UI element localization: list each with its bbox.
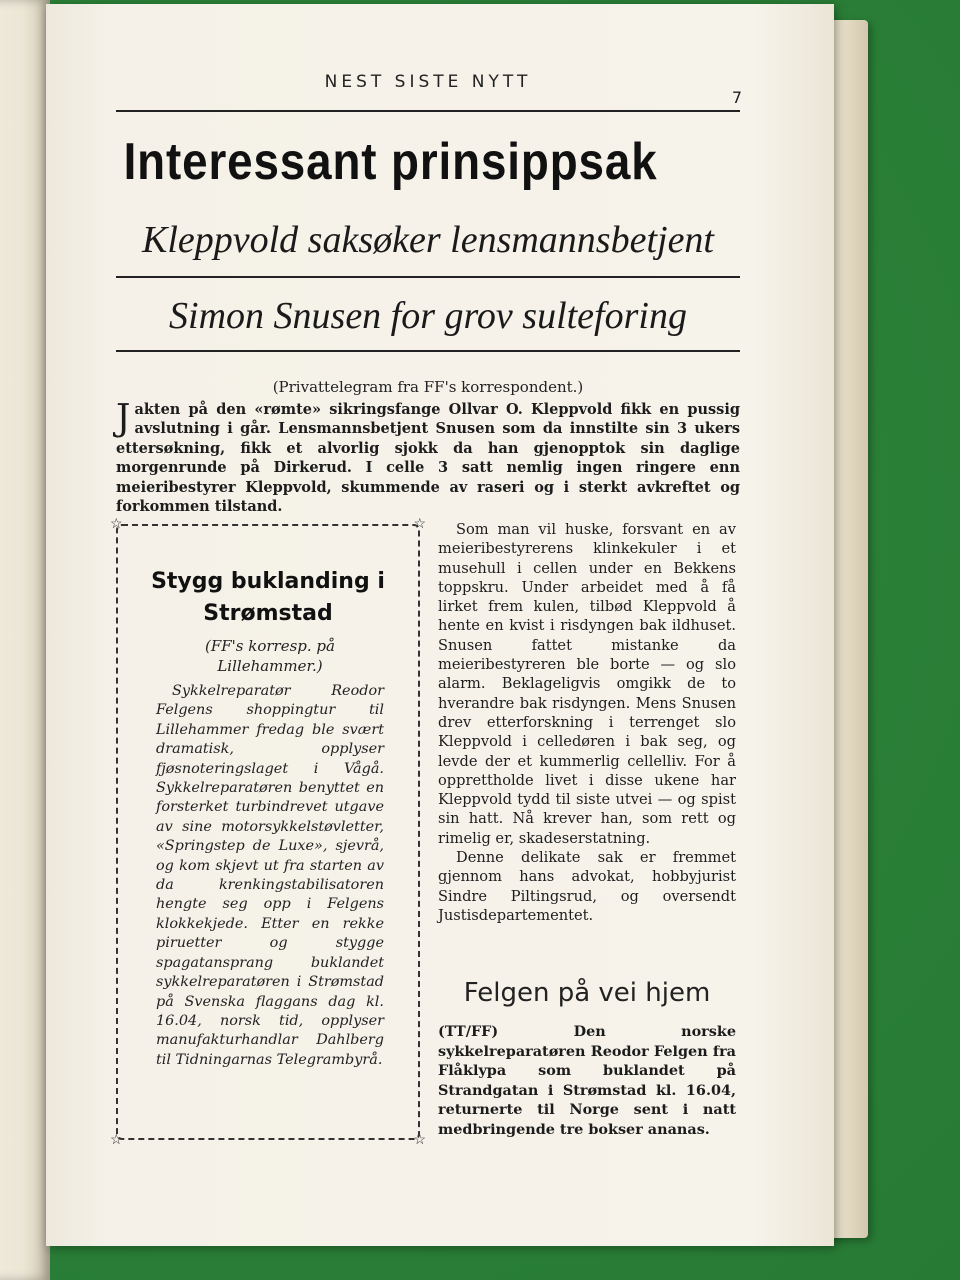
article-paragraph: Denne delikate sak er fremmet gjennom hans advokat, hobbyjurist Sindre Piltingsrud, og oversendt Justisdepartementet.: [438, 849, 736, 924]
running-header: [116, 70, 740, 112]
lede-text: akten på den «rømte» sikringsfange Ollvar O. Kleppvold fikk en pussig avslutning i går. Lensmannsbetjent Snusen som da innstilte sin 3 ukers ettersøkning, fikk et alvorlig sjokk da han gjenopptok sin daglige morgenrunde på Dirkerud. I celle 3 satt nemlig ingen ringere enn meieribestyrer Kleppvold, skummende av raseri og i sterkt avkreftet og forkommen tilstand.: [116, 401, 740, 516]
divider-rule: [116, 350, 740, 352]
article-subhead-2: Simon Snusen for grov sulteforing: [169, 295, 687, 337]
box-byline: (FF's korresp. på Lillehammer.): [205, 637, 335, 675]
facing-page-edge: [0, 0, 50, 1280]
divider-rule: [116, 276, 740, 278]
box-body: Sykkelreparatør Reodor Felgens shoppingtur til Lillehammer fredag ble svært dramatisk, opplyser fjøsnoteringslaget i Vågå. Sykkelreparatøren benyttet en forsterket turbindrevet utgave av sine motorsykkelstøvletter, «Springstep de Luxe», sjevrå, og kom skjevt ut fra starten av da krenkingstabilisatoren hengte seg opp i Felgens klokkekjede. Etter en rekke piruetter og stygge spagatansprang buklandet sykkelreparatøren i Strømstad på Svenska flaggans dag kl. 16.04, norsk tid, opplyser manufakturhandlar Dahlberg til Tidningarnas Telegrambyrå.: [156, 683, 384, 1068]
article-body-column: [438, 520, 736, 925]
drop-cap: J: [116, 398, 131, 439]
short-item-title: Felgen på vei hjem: [463, 978, 711, 1008]
article-lede: [116, 400, 740, 516]
sidebar-box: [110, 516, 426, 1148]
article-dateline: (Privattelegram fra FF's korrespondent.): [272, 378, 584, 396]
page-number: 7: [731, 88, 742, 107]
book-page: [46, 4, 834, 1246]
short-item-body: (TT/FF) Den norske sykkelreparatøren Reodor Felgen fra Flåklypa som buklandet på Strandgatan i Strømstad kl. 16.04, returnerte til Norge sent i natt medbringende tre bokser ananas.: [438, 1023, 736, 1138]
star-ornament-icon: ☆: [110, 516, 123, 532]
article-headline: Interessant prinsippsak: [123, 133, 658, 191]
star-ornament-icon: ☆: [110, 1132, 123, 1148]
header-title: NEST SISTE NYTT: [324, 72, 532, 92]
star-ornament-icon: ☆: [413, 1132, 426, 1148]
article-subhead-1: Kleppvold saksøker lensmannsbetjent: [141, 219, 714, 261]
article-paragraph: Som man vil huske, forsvant en av meieribestyrerens klinkekuler i et musehull i cellen under en Bekkens toppskru. Under arbeidet med å få lirket frem kulen, tilbød Kleppvold å hente en kvist i risdyngen bak ildhuset. Snusen fattet mistanke da meieribestyreren ble borte — og slo alarm. Beklageligvis omgikk de to hverandre bak risdyngen. Mens Snusen drev etterforskning i terrenget slo Kleppvold i celledøren i bak seg, og levde der et kummerlig cellelliv. For å opprettholde livet i disse ukene har Kleppvold tydd til siste utvei — og spist sin hatt. Nå krever han, som rett og rimelig er, skadeserstatning.: [438, 521, 736, 847]
star-ornament-icon: ☆: [413, 516, 426, 532]
box-title: Stygg buklanding i Strømstad: [151, 569, 385, 626]
